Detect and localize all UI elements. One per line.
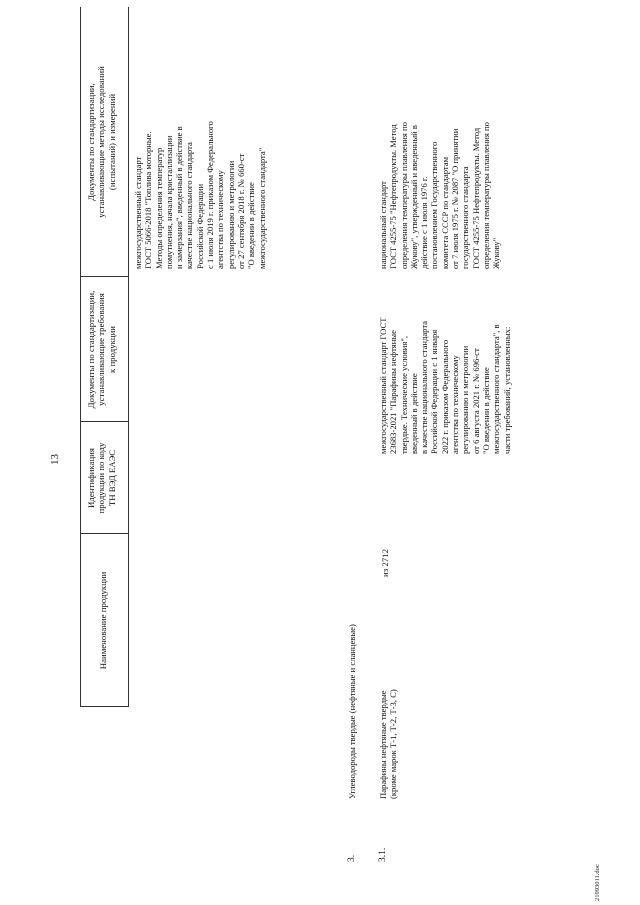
section-title: Углеводороды твердые (нефтяные и сланцевые) (347, 624, 357, 799)
footer-document-code: 21093011.doc (594, 864, 601, 901)
header-requirement-docs: Документы по стандартизации, устанавливающие требования к продукции (86, 290, 117, 409)
continuation-test-docs: межгосударственный стандарт ГОСТ 5066-2018 "Топлива моторные. Методы определения температур помутнения, начала кристаллизации и замерзания", введенный в действие в качестве национального стандарта Российской Федерации с 1 июля 2019 г. приказом Федерального агентства по техническому регулированию и метрологии от 27 сентября 2018 г. № 660-ст "О введении в действие межгосударственного стандарта" (133, 121, 267, 269)
row-product-name: Парафины нефтяные твердые (кроме марок Т-1, Т-2, Т-3, С) (378, 689, 399, 799)
row-requirement-docs: межгосударственный стандарт ГОСТ 23683-2021 "Парафины нефтяные твердые. Технические условия", введенный в действие в качестве национального стандарта Российской Федерации с 1 января 2022 г. приказом Федерального агентства по техническому регулированию и метрологии от 6 августа 2021 г. № 696-ст "О введении в действие межгосударственного стандарта", в части требований, установленных: (378, 317, 512, 454)
header-top-rule (80, 7, 81, 707)
row-number: 3.1. (378, 847, 388, 862)
section-number: 3. (347, 854, 357, 862)
header-product-name: Наименование продукции (98, 571, 108, 670)
header-test-method-docs: Документы по стандартизации, устанавливающие методы исследований (испытаний) и измерений (86, 66, 117, 218)
header-tn-ved-code: Идентификация продукции по коду ТН ВЭД ЕАЭС (86, 442, 117, 514)
row-test-method-docs: национальный стандарт ГОСТ 4255-75 "Нефтепродукты. Метод определения температуры плавления по Жукову", утвержденный и введенный в действие с 1 июля 1976 г. постановлением Государственного комитета СССР по стандартам от 7 июля 1975 г. № 2087 "О принятии государственного стандарта ГОСТ 4255-75 Нефтепродукты. Метод определения температуры плавления по Жукову" (378, 122, 502, 269)
row-tn-ved-code: из 2712 (380, 549, 390, 577)
page-number: 13 (49, 454, 61, 465)
header-bottom-rule (128, 7, 129, 707)
